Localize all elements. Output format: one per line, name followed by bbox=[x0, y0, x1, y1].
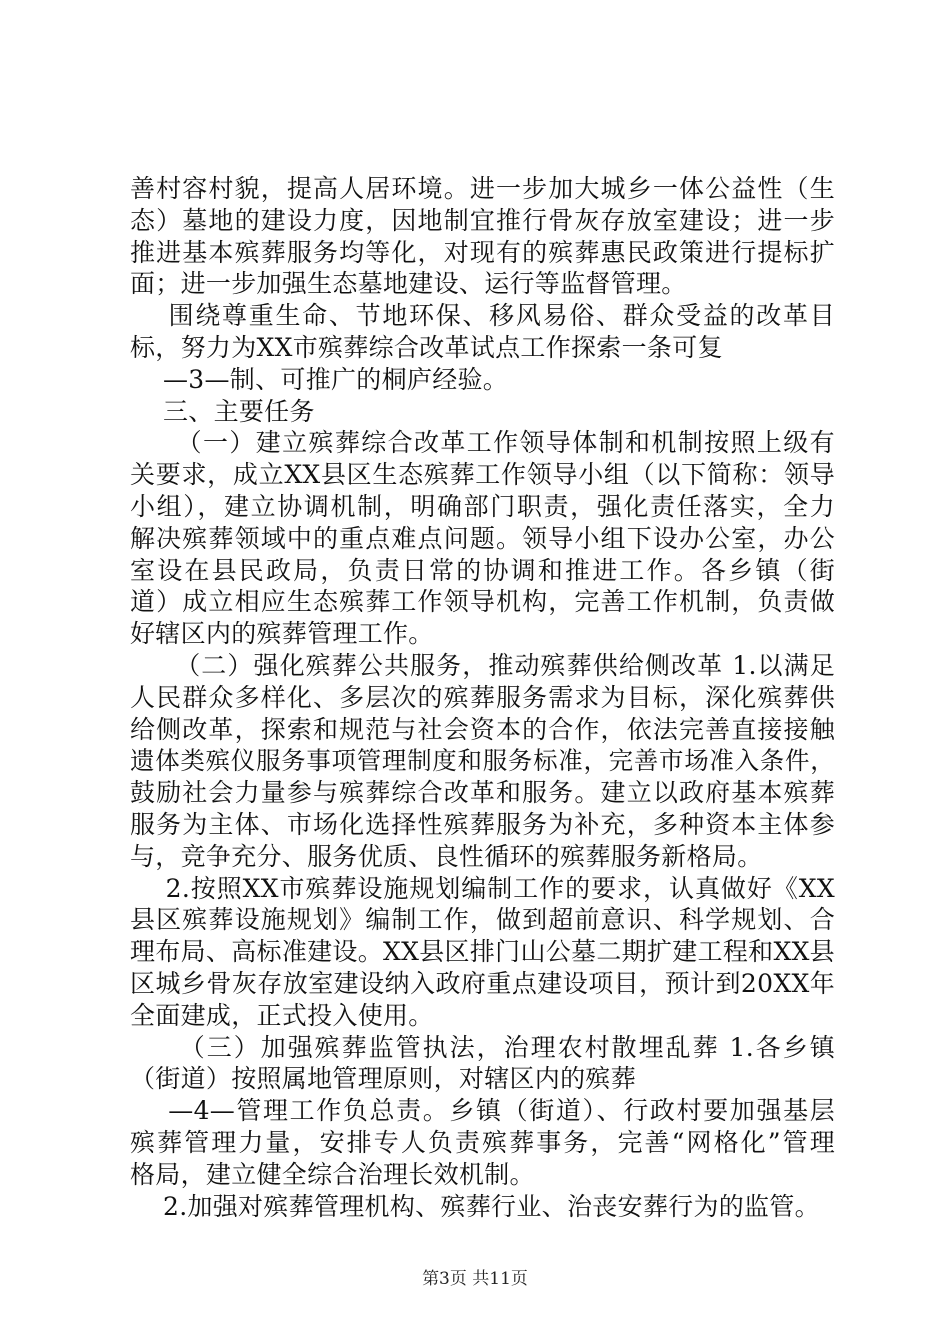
section-heading: 三、主要任务 bbox=[130, 396, 315, 426]
text-line: 遗体类殡仪服务事项管理制度和服务标准，完善市场准入条件， bbox=[130, 746, 835, 776]
text-line: 善村容村貌，提高人居环境。进一步加大城乡一体公益性（生 bbox=[130, 174, 835, 203]
text-line: 2.按照XX市殡葬设施规划编制工作的要求，认真做好《XX bbox=[130, 873, 835, 903]
text-line: 面；进一步加强生态墓地建设、运行等监督管理。 bbox=[130, 269, 687, 299]
text-line: 关要求，成立XX县区生态殡葬工作领导小组（以下简称：领导 bbox=[130, 460, 835, 490]
text-line: 服务为主体、市场化选择性殡葬服务为补充，多种资本主体参 bbox=[130, 809, 835, 839]
text-line: 道）成立相应生态殡葬工作领导机构，完善工作机制，负责做 bbox=[130, 587, 835, 617]
text-line: 室设在县民政局，负责日常的协调和推进工作。各乡镇（街 bbox=[130, 555, 835, 585]
text-line: 鼓励社会力量参与殡葬综合改革和服务。建立以政府基本殡葬 bbox=[130, 778, 835, 808]
text-line: 与，竞争充分、服务优质、良性循环的殡葬服务新格局。 bbox=[130, 841, 763, 871]
text-line: 人民群众多样化、多层次的殡葬服务需求为目标，深化殡葬供 bbox=[130, 682, 835, 712]
text-line: 格局，建立健全综合治理长效机制。 bbox=[130, 1159, 535, 1189]
subsection-heading: （三）加强殡葬监管执法，治理农村散埋乱葬 1.各乡镇 bbox=[130, 1032, 835, 1062]
text-line: 围绕尊重生命、节地环保、移风易俗、群众受益的改革目 bbox=[130, 301, 835, 331]
text-line: 解决殡葬领域中的重点难点问题。领导小组下设办公室，办公 bbox=[130, 523, 835, 553]
subsection-heading: （一）建立殡葬综合改革工作领导体制和机制按照上级有 bbox=[130, 428, 835, 458]
body-text bbox=[130, 173, 835, 1222]
subsection-heading: （二）强化殡葬公共服务，推动殡葬供给侧改革 1.以满足 bbox=[130, 650, 835, 680]
text-line: 殡葬管理力量，安排专人负责殡葬事务，完善“网格化”管理 bbox=[130, 1127, 835, 1157]
text-line: （街道）按照属地管理原则，对辖区内的殡葬 bbox=[130, 1064, 637, 1094]
page-number-inline: —3—制、可推广的桐庐经验。 bbox=[130, 364, 509, 394]
text-line: 县区殡葬设施规划》编制工作，做到超前意识、科学规划、合 bbox=[130, 905, 835, 935]
text-line: 推进基本殡葬服务均等化，对现有的殡葬惠民政策进行提标扩 bbox=[130, 237, 835, 267]
text-line: 2.加强对殡葬管理机构、殡葬行业、治丧安葬行为的监管。 bbox=[130, 1191, 820, 1221]
page-footer: 第3页 共11页 bbox=[422, 1269, 528, 1289]
text-line: 小组），建立协调机制，明确部门职责，强化责任落实，全力 bbox=[130, 491, 835, 521]
text-line: 好辖区内的殡葬管理工作。 bbox=[130, 619, 434, 649]
text-line: 区城乡骨灰存放室建设纳入政府重点建设项目，预计到20XX年 bbox=[130, 968, 835, 998]
text-line: 态）墓地的建设力度，因地制宜推行骨灰存放室建设；进一步 bbox=[130, 205, 835, 235]
text-line: 理布局、高标准建设。XX县区排门山公墓二期扩建工程和XX县 bbox=[130, 937, 835, 967]
page-number-inline: —4—管理工作负总责。乡镇（街道）、行政村要加强基层 bbox=[130, 1096, 835, 1126]
text-line: 全面建成，正式投入使用。 bbox=[130, 1000, 434, 1030]
text-line: 标，努力为XX市殡葬综合改革试点工作探索一条可复 bbox=[130, 332, 723, 362]
text-line: 给侧改革，探索和规范与社会资本的合作，依法完善直接接触 bbox=[130, 714, 835, 744]
